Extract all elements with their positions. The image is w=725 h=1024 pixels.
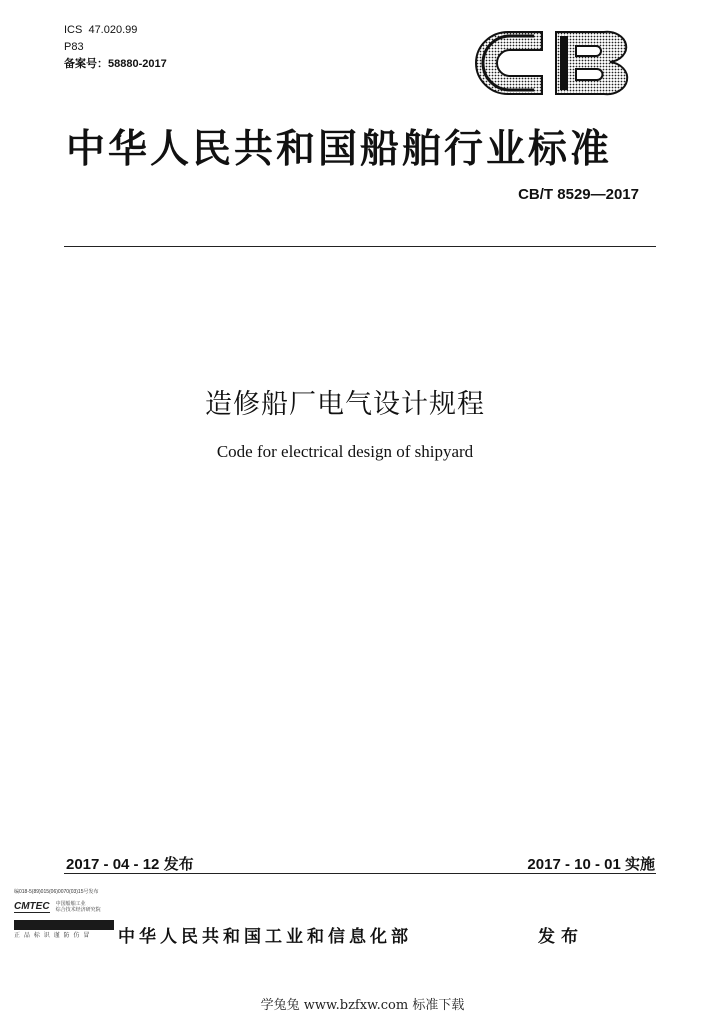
implementation-date: 2017 - 10 - 01 实施 <box>527 856 655 873</box>
issue-date: 2017 - 04 - 12 发布 <box>66 856 194 873</box>
stamp-bar <box>14 920 114 930</box>
stamp-org <box>56 901 101 913</box>
header-meta <box>64 22 167 73</box>
stamp-serial: 编018-5(89)015(06)0070(03)15号发布 <box>14 889 99 895</box>
classification-code: P83 <box>64 41 84 53</box>
stamp-logo-row <box>14 901 114 913</box>
publisher-name: 中华人民共和国工业和信息化部 <box>118 927 412 947</box>
standard-number: CB/T 8529—2017 <box>518 186 639 203</box>
stamp-org-line1: 中国船舶工业 <box>55 901 86 907</box>
bottom-rule <box>64 873 656 874</box>
document-title-en: Code for electrical design of shipyard <box>216 442 474 461</box>
stamp-org-line2: 综合技术经济研究院 <box>55 907 101 913</box>
top-rule <box>64 246 656 247</box>
authenticity-stamp <box>14 888 114 944</box>
record-number: 备案号：58880-2017 <box>64 58 167 70</box>
footer-watermark[interactable]: 学兔兔 www.bzfxw.com 标准下载 <box>260 998 465 1013</box>
stamp-brand: CMTEC <box>14 901 50 912</box>
cb-logo <box>470 26 630 100</box>
publish-label: 发布 <box>538 927 584 947</box>
main-title: 中华人民共和国船舶行业标准 <box>66 127 613 172</box>
stamp-bottom-text: 正 品 标 识 谨 防 仿 冒 <box>14 932 91 939</box>
document-title-cn: 造修船厂电气设计规程 <box>205 389 485 420</box>
ics-code: ICS 47.020.99 <box>64 24 138 36</box>
